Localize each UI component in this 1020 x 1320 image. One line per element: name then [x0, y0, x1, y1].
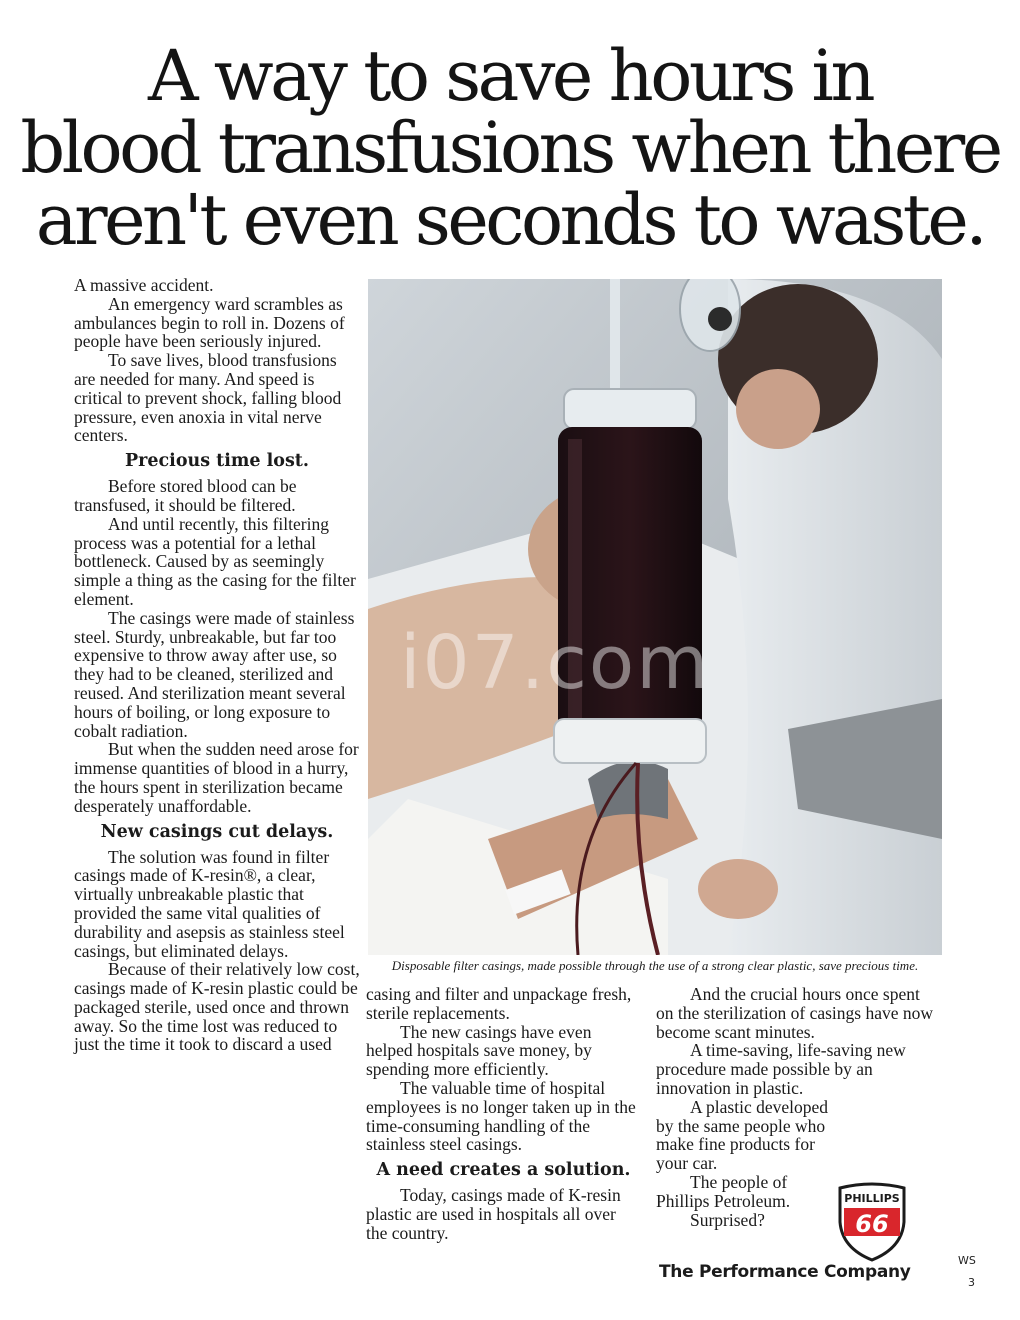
- page-code-line: WS: [958, 1254, 976, 1267]
- section-1-text: [74, 477, 360, 815]
- intro-paragraph: An emergency ward scrambles as ambulances begin to roll in. Dozens of people have been seriously injured.: [74, 293, 345, 352]
- body-paragraph: The valuable time of hospital employees is no longer taken up in the time-consuming handling of the stainless steel casings.: [366, 1077, 636, 1155]
- intro-paragraph: To save lives, blood transfusions are needed for many. And speed is critical to prevent shock, falling blood pressure, even anoxia in vital nerve centers.: [74, 350, 342, 446]
- body-paragraph: The people of Phillips Petroleum.: [656, 1171, 791, 1211]
- body-paragraph: casing and filter and unpackage fresh, sterile replacements.: [366, 984, 632, 1023]
- headline-line-2: blood transfusions when there: [20, 107, 1000, 189]
- headline-line-3: aren't even seconds to waste.: [35, 179, 985, 261]
- body-paragraph: Before stored blood can be transfused, it should be filtered.: [74, 476, 297, 515]
- page-code-line: 3: [968, 1276, 975, 1289]
- body-paragraph: And until recently, this filtering process was a potential for a lethal bottleneck. Caused by as seemingly simple a thing as the casing for the filter element.: [74, 513, 356, 609]
- body-paragraph: The new casings have even helped hospitals save money, by spending more efficiently.: [366, 1021, 592, 1080]
- section-2-text: [74, 848, 360, 1055]
- section-heading-need-creates: A need creates a solution.: [376, 1160, 631, 1181]
- col2-text: [366, 985, 641, 1154]
- section-heading-precious-time: Precious time lost.: [125, 451, 309, 472]
- col2-after-text: [366, 1186, 641, 1242]
- phillips-66-shield-icon: [836, 1182, 908, 1262]
- hospital-photo: [368, 279, 942, 955]
- body-paragraph: But when the sudden need arose for immense quantities of blood in a hurry, the hours spent in sterilization became desperately unaffordable.: [74, 739, 359, 816]
- body-paragraph: Today, casings made of K-resin plastic are used in hospitals all over the country.: [366, 1185, 621, 1243]
- photo-illustration: [368, 279, 942, 955]
- body-paragraph: The solution was found in filter casings made of K-resin®, a clear, virtually unbreakable plastic that provided the same vital qualities of durability and asepsis as stainless steel casings, but eliminated delays.: [74, 846, 345, 961]
- body-paragraph: A time-saving, life-saving new procedure made possible by an innovation in plastic.: [656, 1040, 906, 1098]
- body-paragraph: Surprised?: [690, 1209, 765, 1230]
- logo-brand-text: PHILLIPS: [844, 1192, 900, 1205]
- body-paragraph: And the crucial hours once spent on the sterilization of casings have now become scant minutes.: [656, 984, 934, 1042]
- page-code: [958, 1250, 998, 1294]
- text-column-1: [74, 276, 360, 1054]
- watermark: i07.com: [400, 620, 711, 706]
- intro-text: [74, 276, 360, 445]
- intro-paragraph: A massive accident.: [74, 275, 214, 295]
- logo-number-text: 66: [855, 1210, 889, 1238]
- photo-caption: Disposable filter casings, made possible through the use of a strong clear plastic, save precious time.: [391, 958, 919, 973]
- headline: [0, 35, 1020, 261]
- tagline: The Performance Company: [659, 1262, 911, 1282]
- headline-line-1: A way to save hours in: [147, 35, 873, 117]
- body-paragraph: Because of their relatively low cost, casings made of K-resin plastic could be packaged sterile, used once and thrown away. So the time lost was reduced to just the time it took to discard a used: [74, 959, 360, 1055]
- text-column-2: [366, 985, 641, 1243]
- section-heading-new-casings: New casings cut delays.: [100, 821, 334, 842]
- body-paragraph: The casings were made of stainless steel. Sturdy, unbreakable, but far too expensive to throw away after use, so they had to be cleaned, sterilized and reused. And sterilization meant several hours of boiling, or long exposure to cobalt radiation.: [74, 607, 355, 741]
- body-paragraph: A plastic developed by the same people who make fine products for your car.: [656, 1096, 829, 1174]
